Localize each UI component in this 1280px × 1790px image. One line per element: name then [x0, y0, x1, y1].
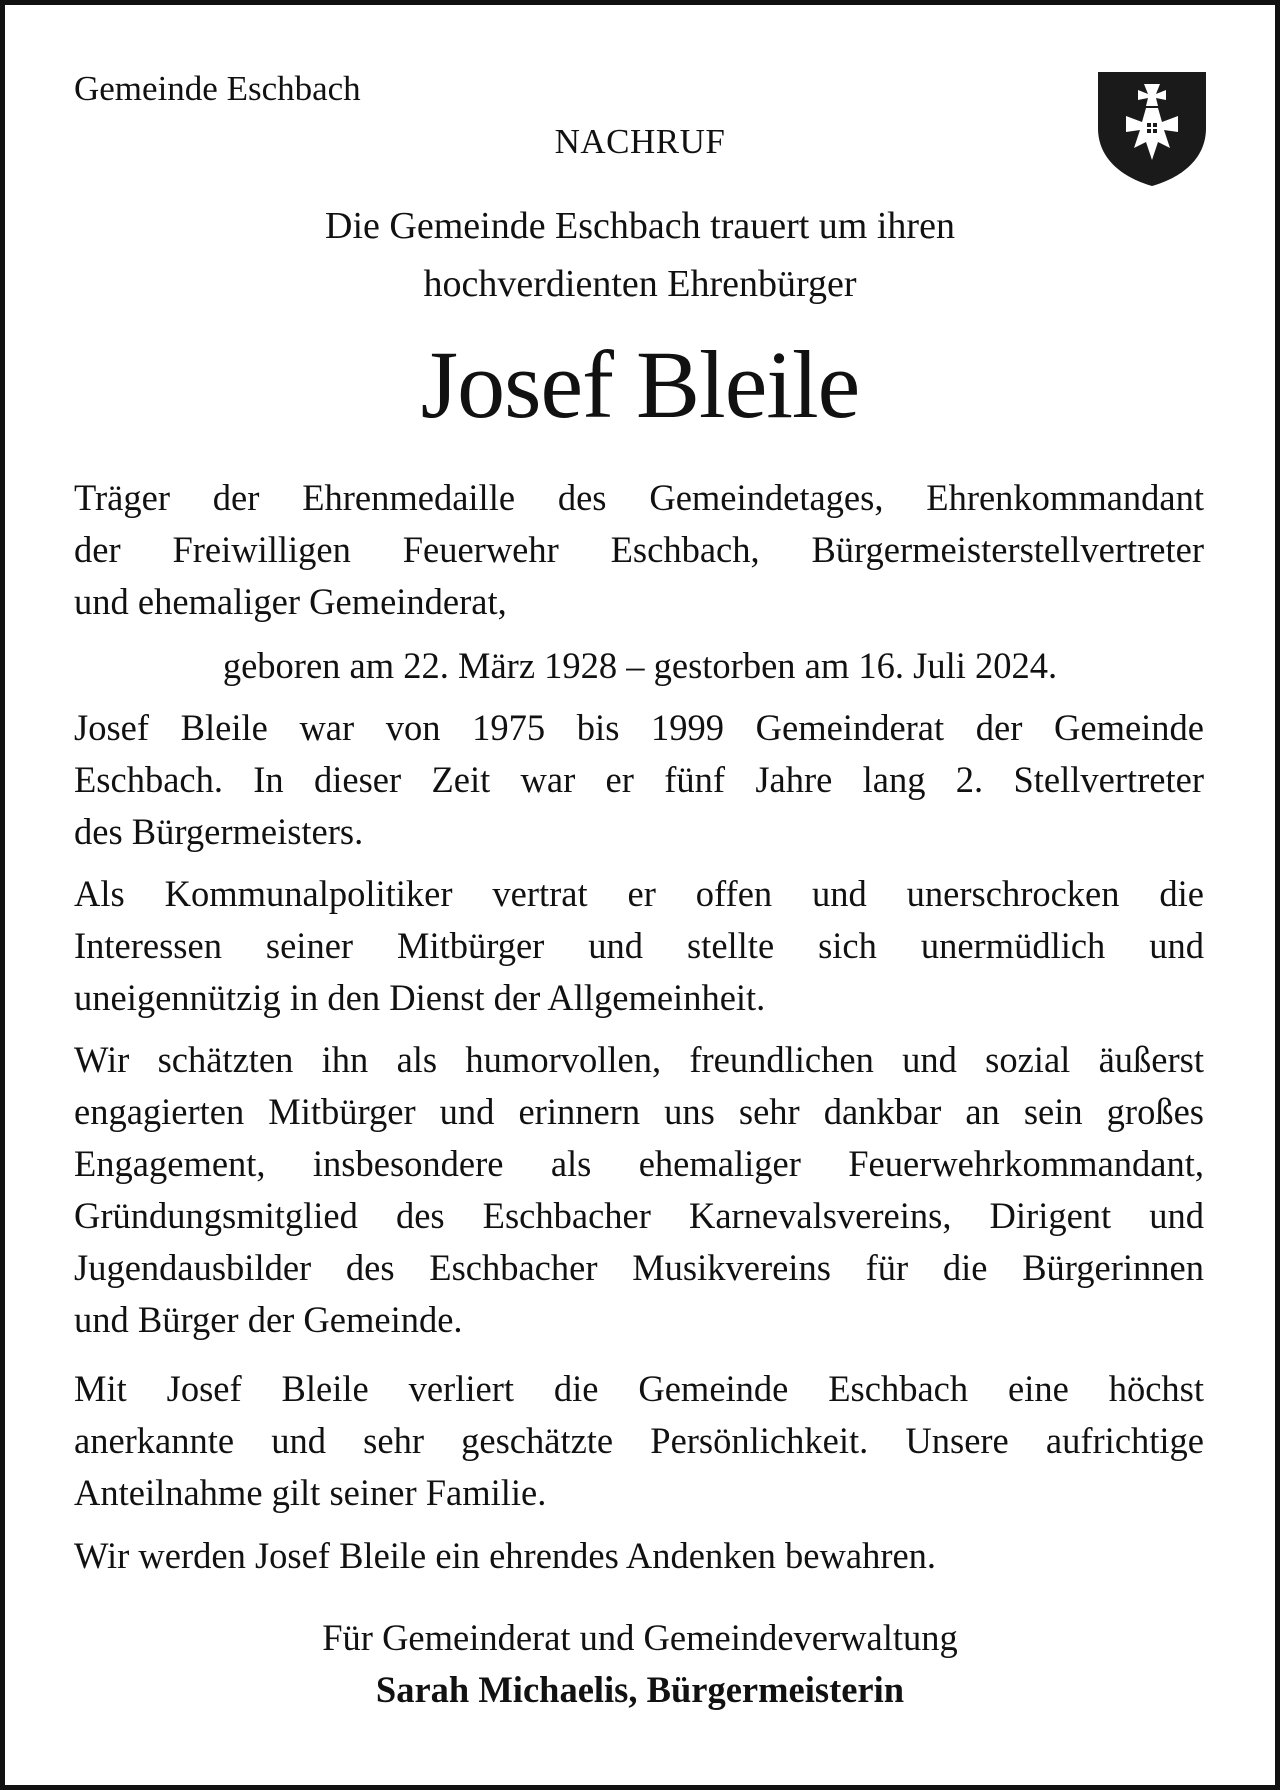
- politics-paragraph: [74, 868, 1204, 1024]
- appreciation-paragraph: [74, 1034, 1204, 1346]
- municipality-name: Gemeinde Eschbach: [74, 69, 361, 108]
- life-dates: geboren am 22. März 1928 – gestorben am 16. Juli 2024.: [222, 645, 1058, 686]
- on-behalf-line: Für Gemeinderat und Gemeindeverwaltung: [322, 1617, 958, 1658]
- appreciation-line-4: Gründungsmitglied des Eschbacher Karnevalsvereins, Dirigent und: [74, 1195, 1204, 1236]
- intro-line-2: hochverdienten Ehrenbürger: [423, 263, 857, 305]
- loss-line-2: anerkannte und sehr geschätzte Persönlichkeit. Unsere aufrichtige: [74, 1420, 1204, 1461]
- honors-line-1: Träger der Ehrenmedaille des Gemeindetages, Ehrenkommandant: [74, 477, 1204, 518]
- politics-line-2: Interessen seiner Mitbürger und stellte sich unermüdlich und: [74, 925, 1204, 966]
- appreciation-line-6: und Bürger der Gemeinde.: [74, 1299, 463, 1340]
- council-paragraph: [74, 702, 1204, 858]
- appreciation-line-1: Wir schätzten ihn als humorvollen, freundlichen und sozial äußerst: [74, 1039, 1204, 1080]
- council-line-1: Josef Bleile war von 1975 bis 1999 Gemeinderat der Gemeinde: [74, 707, 1204, 748]
- council-line-2: Eschbach. In dieser Zeit war er fünf Jahre lang 2. Stellvertreter: [74, 759, 1204, 800]
- appreciation-line-5: Jugendausbilder des Eschbacher Musikvereins für die Bürgerinnen: [74, 1247, 1204, 1288]
- appreciation-line-2: engagierten Mitbürger und erinnern uns sehr dankbar an sein großes: [74, 1091, 1204, 1132]
- appreciation-line-3: Engagement, insbesondere als ehemaliger Feuerwehrkommandant,: [74, 1143, 1204, 1184]
- council-line-3: des Bürgermeisters.: [74, 811, 364, 852]
- loss-paragraph: [74, 1363, 1204, 1519]
- honors-paragraph: [74, 472, 1204, 628]
- politics-line-1: Als Kommunalpolitiker vertrat er offen und unerschrocken die: [74, 873, 1204, 914]
- intro-line-1: Die Gemeinde Eschbach trauert um ihren: [325, 205, 955, 247]
- intro-text: [0, 197, 1280, 313]
- memory-paragraph: [74, 1530, 1204, 1582]
- deceased-name: Josef Bleile: [420, 331, 860, 438]
- loss-line-1: Mit Josef Bleile verliert die Gemeinde Eschbach eine höchst: [74, 1368, 1204, 1409]
- memory-line: Wir werden Josef Bleile ein ehrendes Andenken bewahren.: [74, 1535, 937, 1576]
- honors-line-2: der Freiwilligen Feuerwehr Eschbach, Bürgermeisterstellvertreter: [74, 529, 1204, 570]
- loss-line-3: Anteilnahme gilt seiner Familie.: [74, 1472, 547, 1513]
- honors-line-3: und ehemaliger Gemeinderat,: [74, 581, 507, 622]
- signer-name: Sarah Michaelis, Bürgermeisterin: [375, 1669, 905, 1710]
- obituary-title: NACHRUF: [554, 122, 726, 161]
- politics-line-3: uneigennützig in den Dienst der Allgemeinheit.: [74, 977, 766, 1018]
